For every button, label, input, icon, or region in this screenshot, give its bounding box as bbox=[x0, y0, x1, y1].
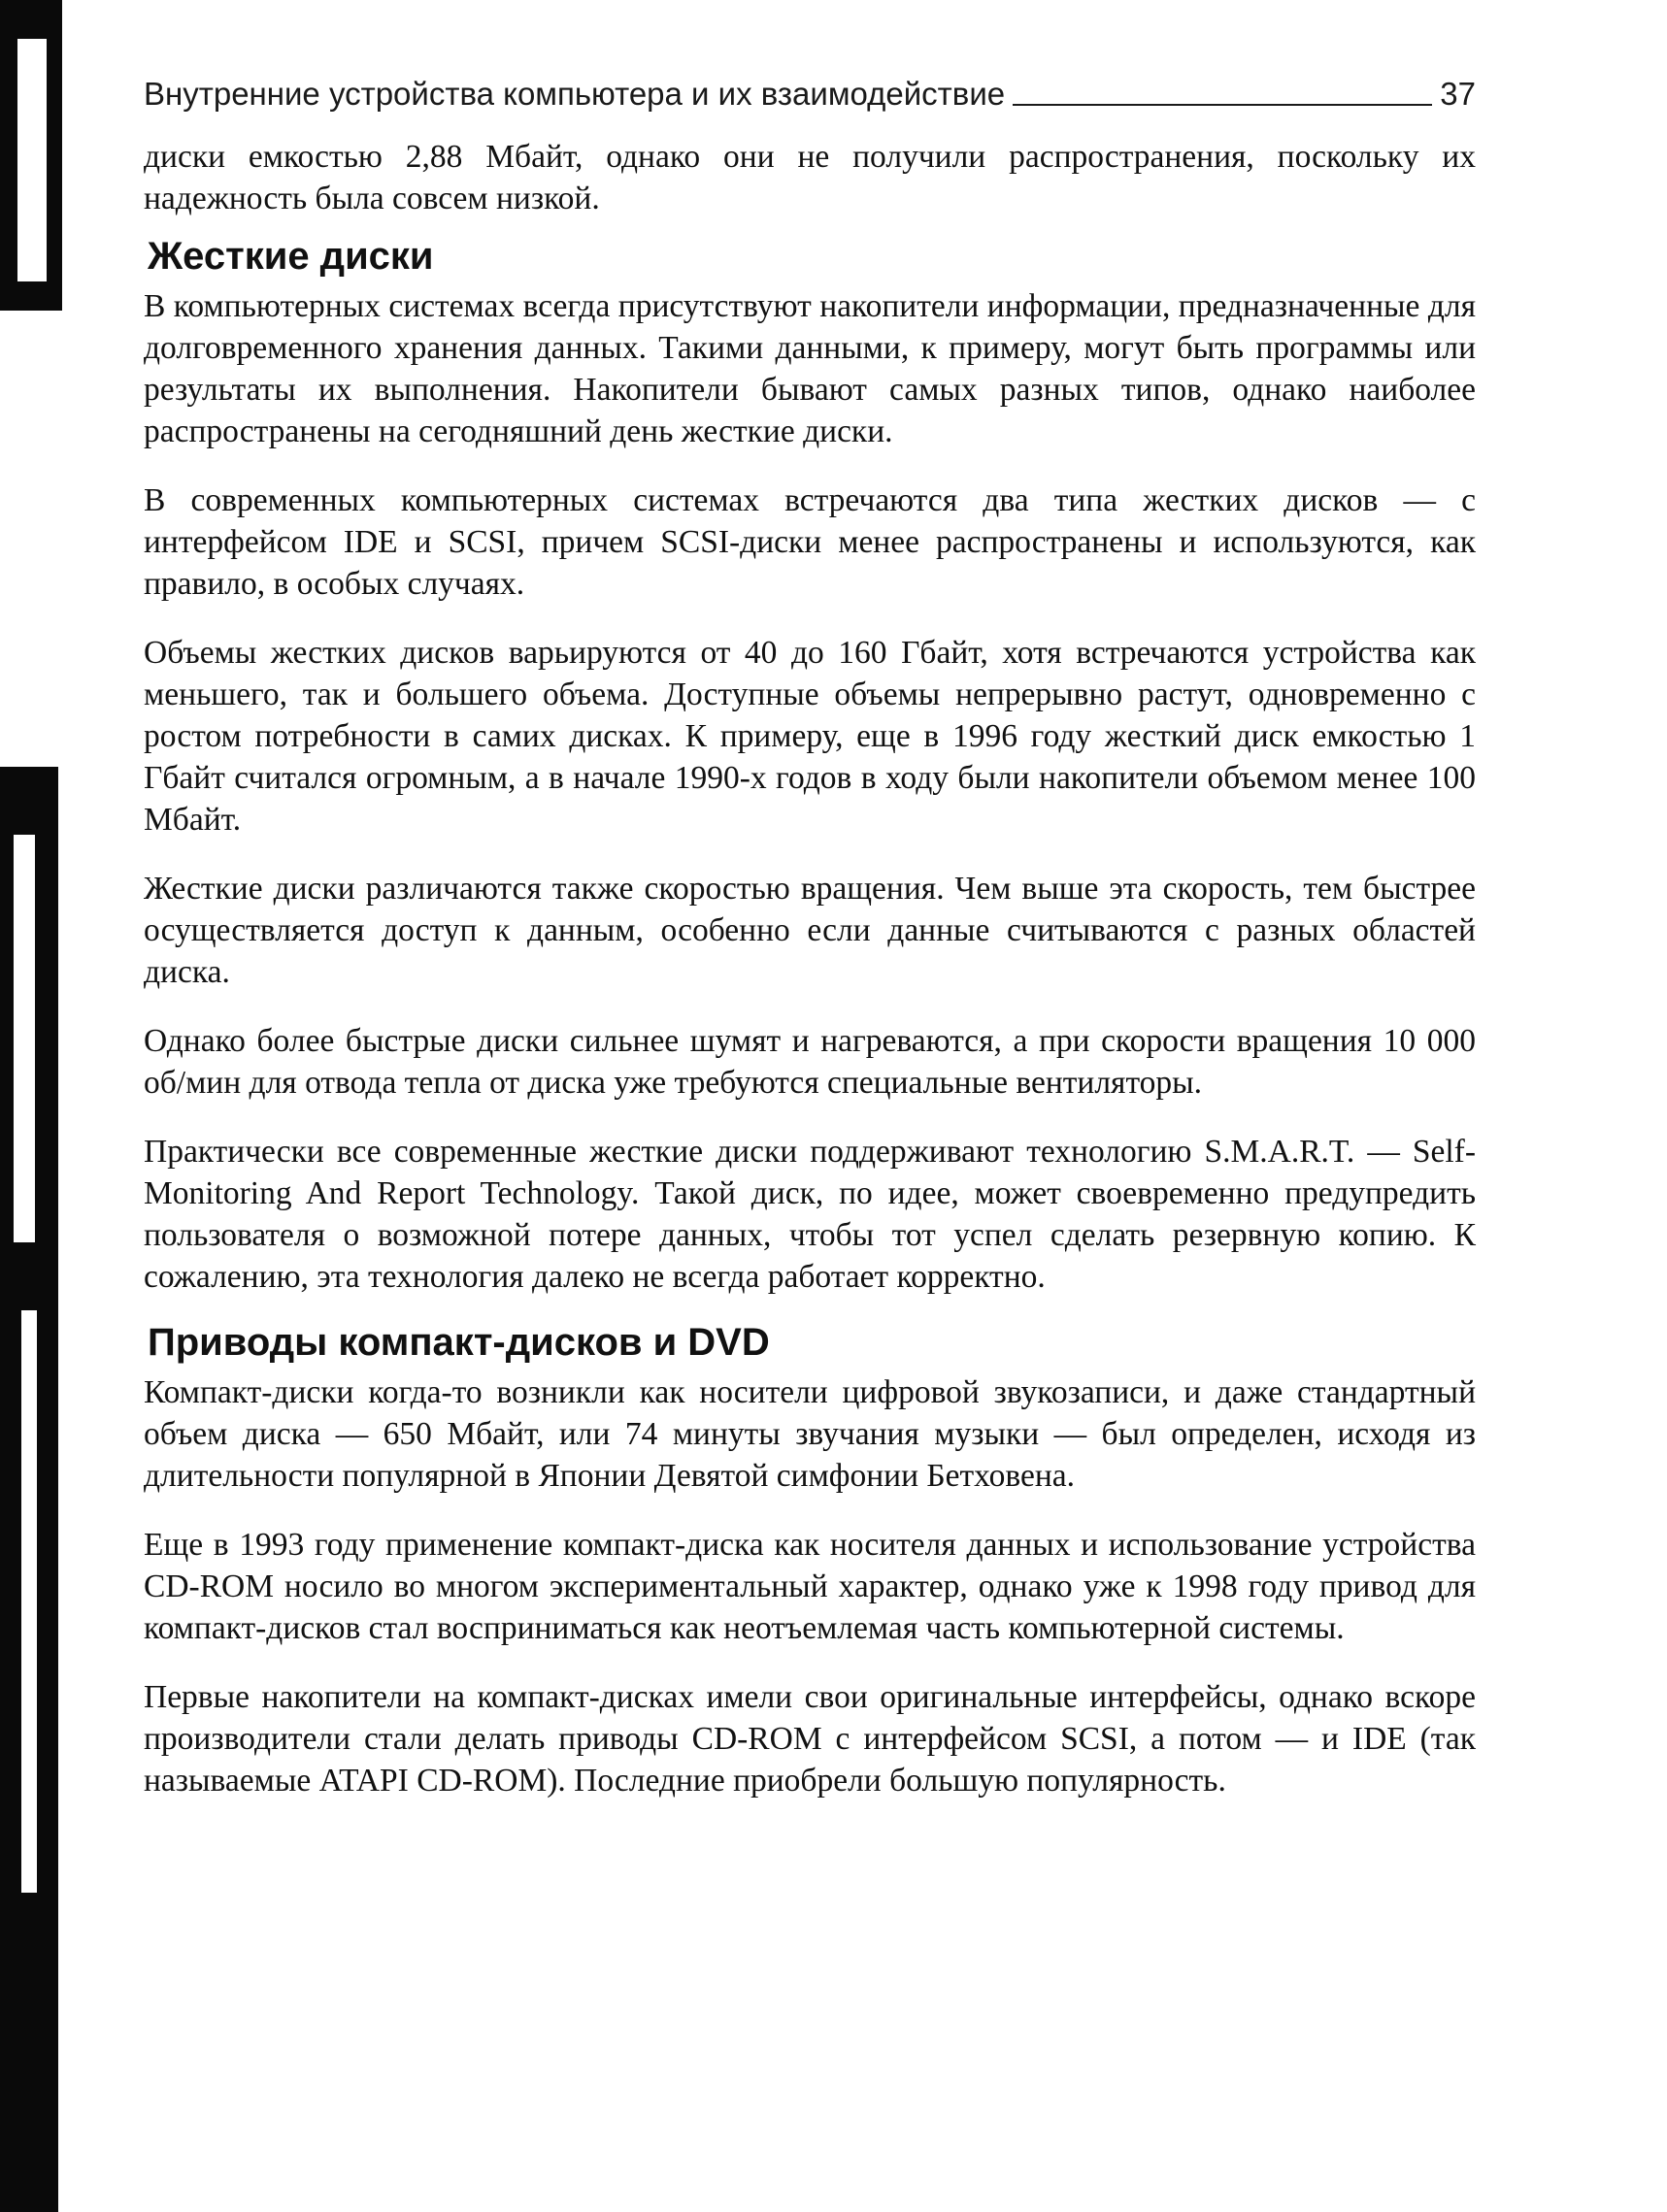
paragraph: Компакт-диски когда-то возникли как носители цифровой звукозаписи, и даже стандартный объем диска — 650 Мбайт, или 74 минуты звучания музыки — был определен, исходя из длительности популярной в Японии Девятой симфонии Бетховена. bbox=[144, 1374, 1476, 1494]
page-number: 37 bbox=[1440, 76, 1476, 112]
running-header bbox=[144, 58, 1476, 113]
scan-edge-top-gap bbox=[17, 39, 47, 281]
section-heading: Жесткие диски bbox=[148, 235, 434, 278]
paragraph: Еще в 1993 году применение компакт-диска как носителя данных и использование устройства CD-ROM носило во многом экспериментальный характер, однако уже к 1998 году привод для компакт-дисков стал восприниматься как неотъемлемая часть компьютерной системы. bbox=[144, 1527, 1476, 1646]
section-heading: Приводы компакт-дисков и DVD bbox=[148, 1321, 770, 1364]
section-cd-dvd-drives bbox=[144, 1319, 1476, 1801]
paragraph: В современных компьютерных системах встречаются два типа жестких дисков — с интерфейсом IDE и SCSI, причем SCSI-диски менее распространены и используются, как правило, в особых случаях. bbox=[144, 482, 1476, 602]
paragraph: Объемы жестких дисков варьируются от 40 до 160 Гбайт, хотя встречаются устройства как меньшего, так и большего объема. Доступные объемы непрерывно растут, одновременно с ростом потребности в самих дисках. К примеру, еще в 1996 году жесткий диск емкостью 1 Гбайт считался огромным, а в начале 1990-х годов в ходу были накопители объемом менее 100 Мбайт. bbox=[144, 635, 1476, 838]
scan-edge-lower-gap-1 bbox=[14, 835, 35, 1242]
header-rule bbox=[1013, 104, 1432, 106]
paragraph: Практически все современные жесткие диски поддерживают технологию S.M.A.R.T. — Self-Monitoring And Report Technology. Такой диск, по идее, может своевременно предупредить пользователя о возможной потере данных, чтобы тот успел сделать резервную копию. К сожалению, эта технология далеко не всегда работает корректно. bbox=[144, 1134, 1476, 1295]
paragraph: Однако более быстрые диски сильнее шумят и нагреваются, а при скорости вращения 10 000 об/мин для отвода тепла от диска уже требуются специальные вентиляторы. bbox=[144, 1023, 1476, 1101]
section-hard-disks bbox=[144, 233, 1476, 1298]
lead-paragraph: диски емкостью 2,88 Мбайт, однако они не получили распространения, поскольку их надежность была совсем низкой. bbox=[144, 139, 1476, 216]
book-page bbox=[144, 58, 1476, 1829]
running-title: Внутренние устройства компьютера и их взаимодействие bbox=[144, 76, 1006, 112]
paragraph: Жесткие диски различаются также скоростью вращения. Чем выше эта скорость, тем быстрее осуществляется доступ к данным, особенно если данные считываются с разных областей диска. bbox=[144, 871, 1476, 990]
scan-edge-lower-gap-2 bbox=[21, 1310, 37, 1893]
paragraph: В компьютерных системах всегда присутствуют накопители информации, предназначенные для долговременного хранения данных. Такими данными, к примеру, могут быть программы или результаты их выполнения. Накопители бывают самых разных типов, однако наиболее распространены на сегодняшний день жесткие диски. bbox=[144, 288, 1476, 449]
paragraph: Первые накопители на компакт-дисках имели свои оригинальные интерфейсы, однако вскоре производители стали делать приводы CD-ROM с интерфейсом SCSI, а потом — и IDE (так называемые ATAPI CD-ROM). Последние приобрели большую популярность. bbox=[144, 1679, 1476, 1799]
